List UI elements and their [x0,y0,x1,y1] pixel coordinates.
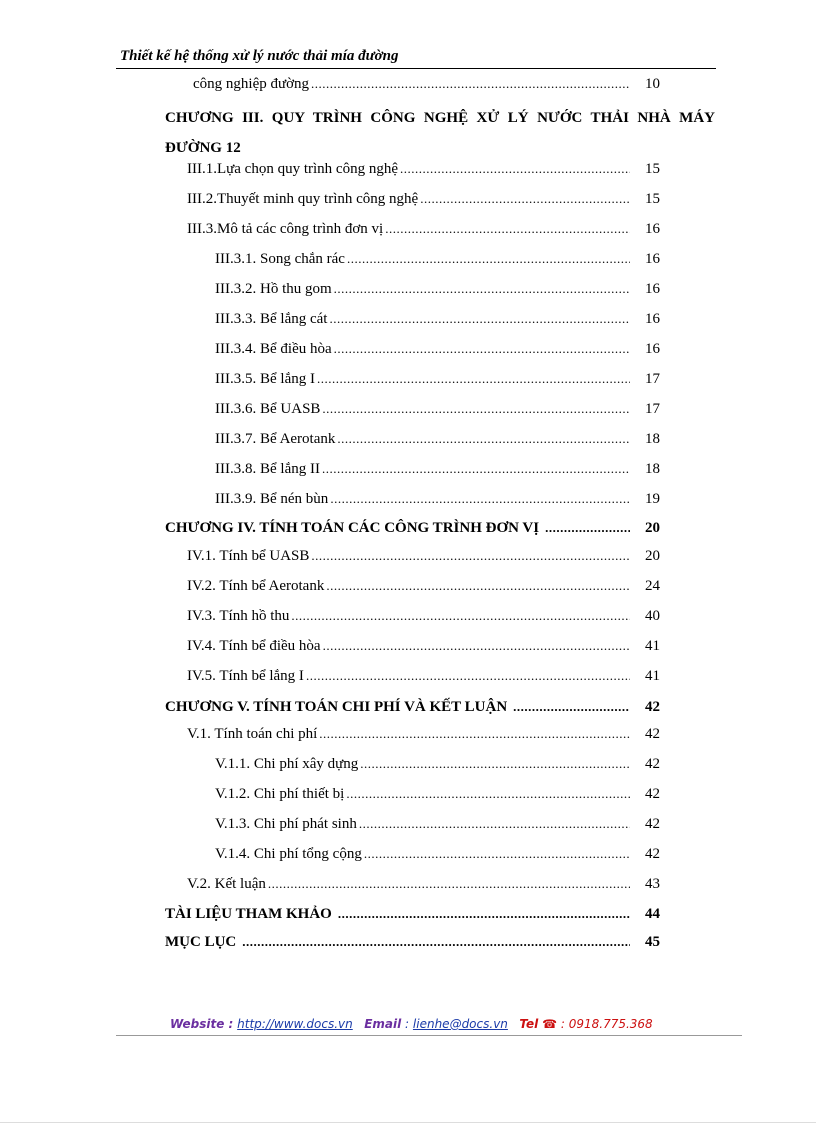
dot-leader [323,638,630,654]
website-label: Website : [170,1017,234,1031]
dot-leader [242,934,630,950]
dot-leader [322,461,630,477]
dot-leader [319,726,630,742]
dot-leader [346,786,630,802]
dot-leader [364,846,630,862]
toc-entry-page: 42 [645,756,660,772]
email-label: Email [364,1017,402,1031]
toc-entry-label: III.3.9. Bể nén bùn [215,491,329,507]
toc-entry-label: V.1.4. Chi phí tổng cộng [215,846,362,862]
toc-entry-page: 44 [645,906,660,922]
toc-entry[interactable] [215,816,660,833]
toc-entry-label: III.1.Lựa chọn quy trình công nghệ [187,161,398,177]
dot-leader [420,191,630,207]
header-title: Thiết kế hệ thống xử lý nước thải mía đường [120,48,399,64]
toc-entry-label: III.3.Mô tả các công trình đơn vị [187,221,384,237]
toc-entry[interactable] [215,491,660,508]
toc-entry[interactable] [215,311,660,328]
toc-entry[interactable] [187,548,660,565]
toc-entry-label: IV.1. Tính bể UASB [187,548,310,564]
dot-leader [360,756,630,772]
toc-entry-page: 45 [645,934,660,950]
toc-entry[interactable] [215,756,660,773]
dot-leader [268,876,630,892]
toc-entry-label: IV.3. Tính hồ thu [187,608,290,624]
toc-entry-label: V.2. Kết luận [187,876,266,892]
toc-entry-page: 16 [645,221,660,237]
toc-entry-page: 10 [645,76,660,92]
toc-entry[interactable] [215,371,660,388]
toc-entry-page: 18 [645,431,660,447]
toc-entry-label: V.1.2. Chi phí thiết bị [215,786,345,802]
toc-entry-label: III.3.7. Bể Aerotank [215,431,336,447]
phone-icon: ☎ [542,1017,558,1031]
toc-entry[interactable] [215,401,660,418]
toc-entry-page: 15 [645,191,660,207]
dot-leader [513,699,630,715]
dot-leader [545,520,630,536]
toc-entry[interactable] [187,638,660,655]
toc-entry-page: 43 [645,876,660,892]
toc-entry-label: V.1.1. Chi phí xây dựng [215,756,359,772]
page-footer [170,1017,653,1031]
dot-leader [311,548,630,564]
dot-leader [334,281,630,297]
toc-entry-label: III.3.2. Hồ thu gom [215,281,332,297]
toc-entry-label: V.1.3. Chi phí phát sinh [215,816,357,832]
toc-entry[interactable] [215,461,660,478]
dot-leader [329,311,630,327]
toc-entry-label: CHƯƠNG V. TÍNH TOÁN CHI PHÍ VÀ KẾT LUẬN [165,699,508,715]
toc-chapter-3-heading[interactable]: CHƯƠNG III. QUY TRÌNH CÔNG NGHỆ XỬ LÝ NƯỚC THẢI NHÀ MÁY ĐƯỜNG 12 [165,110,715,156]
toc-entry-label: IV.5. Tính bể lắng I [187,668,304,684]
email-separator: : [405,1017,410,1031]
dot-leader [385,221,630,237]
toc-chapter-5-heading[interactable] [165,699,660,716]
toc-entry-page: 16 [645,341,660,357]
website-link[interactable]: http://www.docs.vn [237,1017,353,1031]
toc-entry[interactable] [187,726,660,743]
email-link[interactable]: lienhe@docs.vn [412,1017,508,1031]
toc-entry-label: IV.4. Tính bể điều hòa [187,638,321,654]
toc-entry-continuation[interactable] [193,76,660,93]
toc-entry-page: 41 [645,668,660,684]
toc-entry[interactable] [187,876,660,893]
toc-entry-label: TÀI LIỆU THAM KHẢO [165,906,332,922]
dot-leader [317,371,630,387]
toc-entry-page: 19 [645,491,660,507]
tel-value: : 0918.775.368 [560,1017,653,1031]
toc-entry[interactable] [215,341,660,358]
toc-entry-page: 16 [645,251,660,267]
dot-leader [311,76,630,92]
toc-entry-page: 17 [645,401,660,417]
toc-contents-heading[interactable] [165,934,660,951]
toc-entry[interactable] [187,191,660,208]
toc-entry-page: 24 [645,578,660,594]
toc-entry-label: III.3.5. Bể lắng I [215,371,315,387]
toc-entry[interactable] [215,251,660,268]
toc-entry-page: 42 [645,816,660,832]
toc-entry-page: 15 [645,161,660,177]
toc-entry-page: 40 [645,608,660,624]
toc-entry-label: III.3.3. Bể lắng cát [215,311,328,327]
toc-entry[interactable] [187,608,660,625]
toc-entry-label: III.3.1. Song chắn rác [215,251,345,267]
toc-entry[interactable] [215,846,660,863]
toc-entry-label: công nghiệp đường [193,76,310,92]
toc-entry-page: 17 [645,371,660,387]
toc-entry-label: III.2.Thuyết minh quy trình công nghệ [187,191,419,207]
toc-entry[interactable] [215,431,660,448]
dot-leader [322,401,630,417]
dot-leader [334,341,630,357]
toc-entry-label: CHƯƠNG IV. TÍNH TOÁN CÁC CÔNG TRÌNH ĐƠN VỊ [165,520,540,536]
dot-leader [306,668,630,684]
toc-entry[interactable] [187,578,660,595]
toc-entry-page: 41 [645,638,660,654]
toc-entry-label: V.1. Tính toán chi phí [187,726,318,742]
dot-leader [347,251,630,267]
tel-label: Tel [519,1017,539,1031]
toc-entry-label: III.3.6. Bể UASB [215,401,321,417]
dot-leader [337,431,630,447]
dot-leader [338,906,630,922]
dot-leader [291,608,630,624]
dot-leader [400,161,630,177]
footer-divider [116,1035,742,1036]
toc-entry-page: 20 [645,520,660,536]
toc-entry-page: 16 [645,281,660,297]
dot-leader [326,578,630,594]
dot-leader [359,816,630,832]
toc-entry-page: 18 [645,461,660,477]
toc-entry-label: III.3.4. Bể điều hòa [215,341,332,357]
toc-entry-page: 16 [645,311,660,327]
toc-entry[interactable] [215,786,660,803]
toc-entry-page: 42 [645,699,660,715]
toc-entry-label: III.3.8. Bể lắng II [215,461,320,477]
toc-entry[interactable] [187,221,660,238]
toc-chapter-4-heading[interactable] [165,520,660,537]
dot-leader [330,491,630,507]
toc-entry[interactable] [187,668,660,685]
toc-entry-label: IV.2. Tính bể Aerotank [187,578,325,594]
toc-references-heading[interactable] [165,906,660,923]
toc-entry-page: 20 [645,548,660,564]
toc-entry-page: 42 [645,726,660,742]
toc-entry-page: 42 [645,786,660,802]
toc-entry[interactable] [215,281,660,298]
toc-entry-page: 42 [645,846,660,862]
toc-entry-label: MỤC LỤC [165,934,237,950]
toc-entry[interactable] [187,161,660,178]
